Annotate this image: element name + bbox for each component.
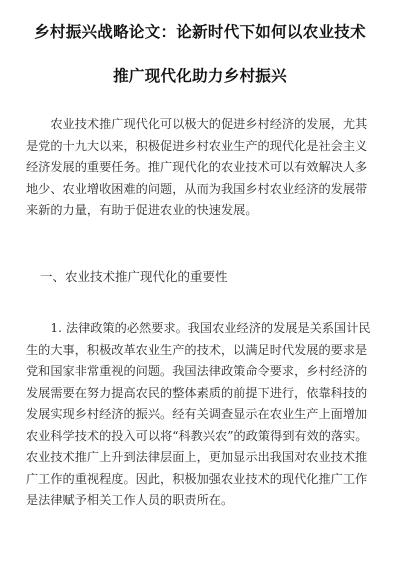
- paragraph-line: 广工作的重视程度。因此，积极加强农业技术的现代化推广工作: [26, 471, 368, 486]
- paragraph-line: 生的大事，积极改革农业生产的技术，以满足时代发展的要求是: [26, 342, 368, 357]
- paragraph-line: 是党的十九大以来，积极促进乡村农业生产的现代化是社会主义: [26, 138, 368, 153]
- body-paragraph: [26, 318, 376, 512]
- paragraph-line: 发展实现乡村经济的振兴。经有关调查显示在农业生产上面增加: [26, 407, 368, 421]
- paragraph-line: 1. 法律政策的必然要求。我国农业经济的发展是关系国计民: [26, 321, 371, 335]
- paragraph-line: 党和国家非常重视的问题。我国法律政策命令要求，乡村经济的: [26, 364, 368, 378]
- paragraph-line: 农业科学技术的投入可以将“科教兴农”的政策得到有效的落实。: [26, 428, 368, 443]
- paragraph-line: 发展需要在努力提高农民的整体素质的前提下进行，依靠科技的: [26, 385, 368, 400]
- paragraph-line: 农业技术推广上升到法律层面上，更加显示出我国对农业技术推: [26, 450, 368, 464]
- document-title-line-1: 乡村振兴战略论文：论新时代下如何以农业技术: [34, 23, 366, 41]
- paragraph-line: 来新的力量，有助于促进农业的快速发展。: [26, 203, 258, 217]
- paragraph-line: 农业技术推广现代化可以极大的促进乡村经济的发展，尤其: [26, 117, 368, 131]
- paragraph-line: 经济发展的重要任务。推广现代化的农业技术可以有效解决人多: [26, 160, 368, 174]
- document-title-line-2: 推广现代化助力乡村振兴: [113, 67, 287, 85]
- paragraph-line: 地少、农业增收困难的问题，从而为我国乡村农业经济的发展带: [26, 181, 368, 196]
- intro-paragraph: [26, 114, 376, 222]
- section-heading: 一、农业技术推广现代化的重要性: [40, 269, 228, 284]
- paragraph-line: 是法律赋予相关工作人员的职责所在。: [26, 493, 234, 507]
